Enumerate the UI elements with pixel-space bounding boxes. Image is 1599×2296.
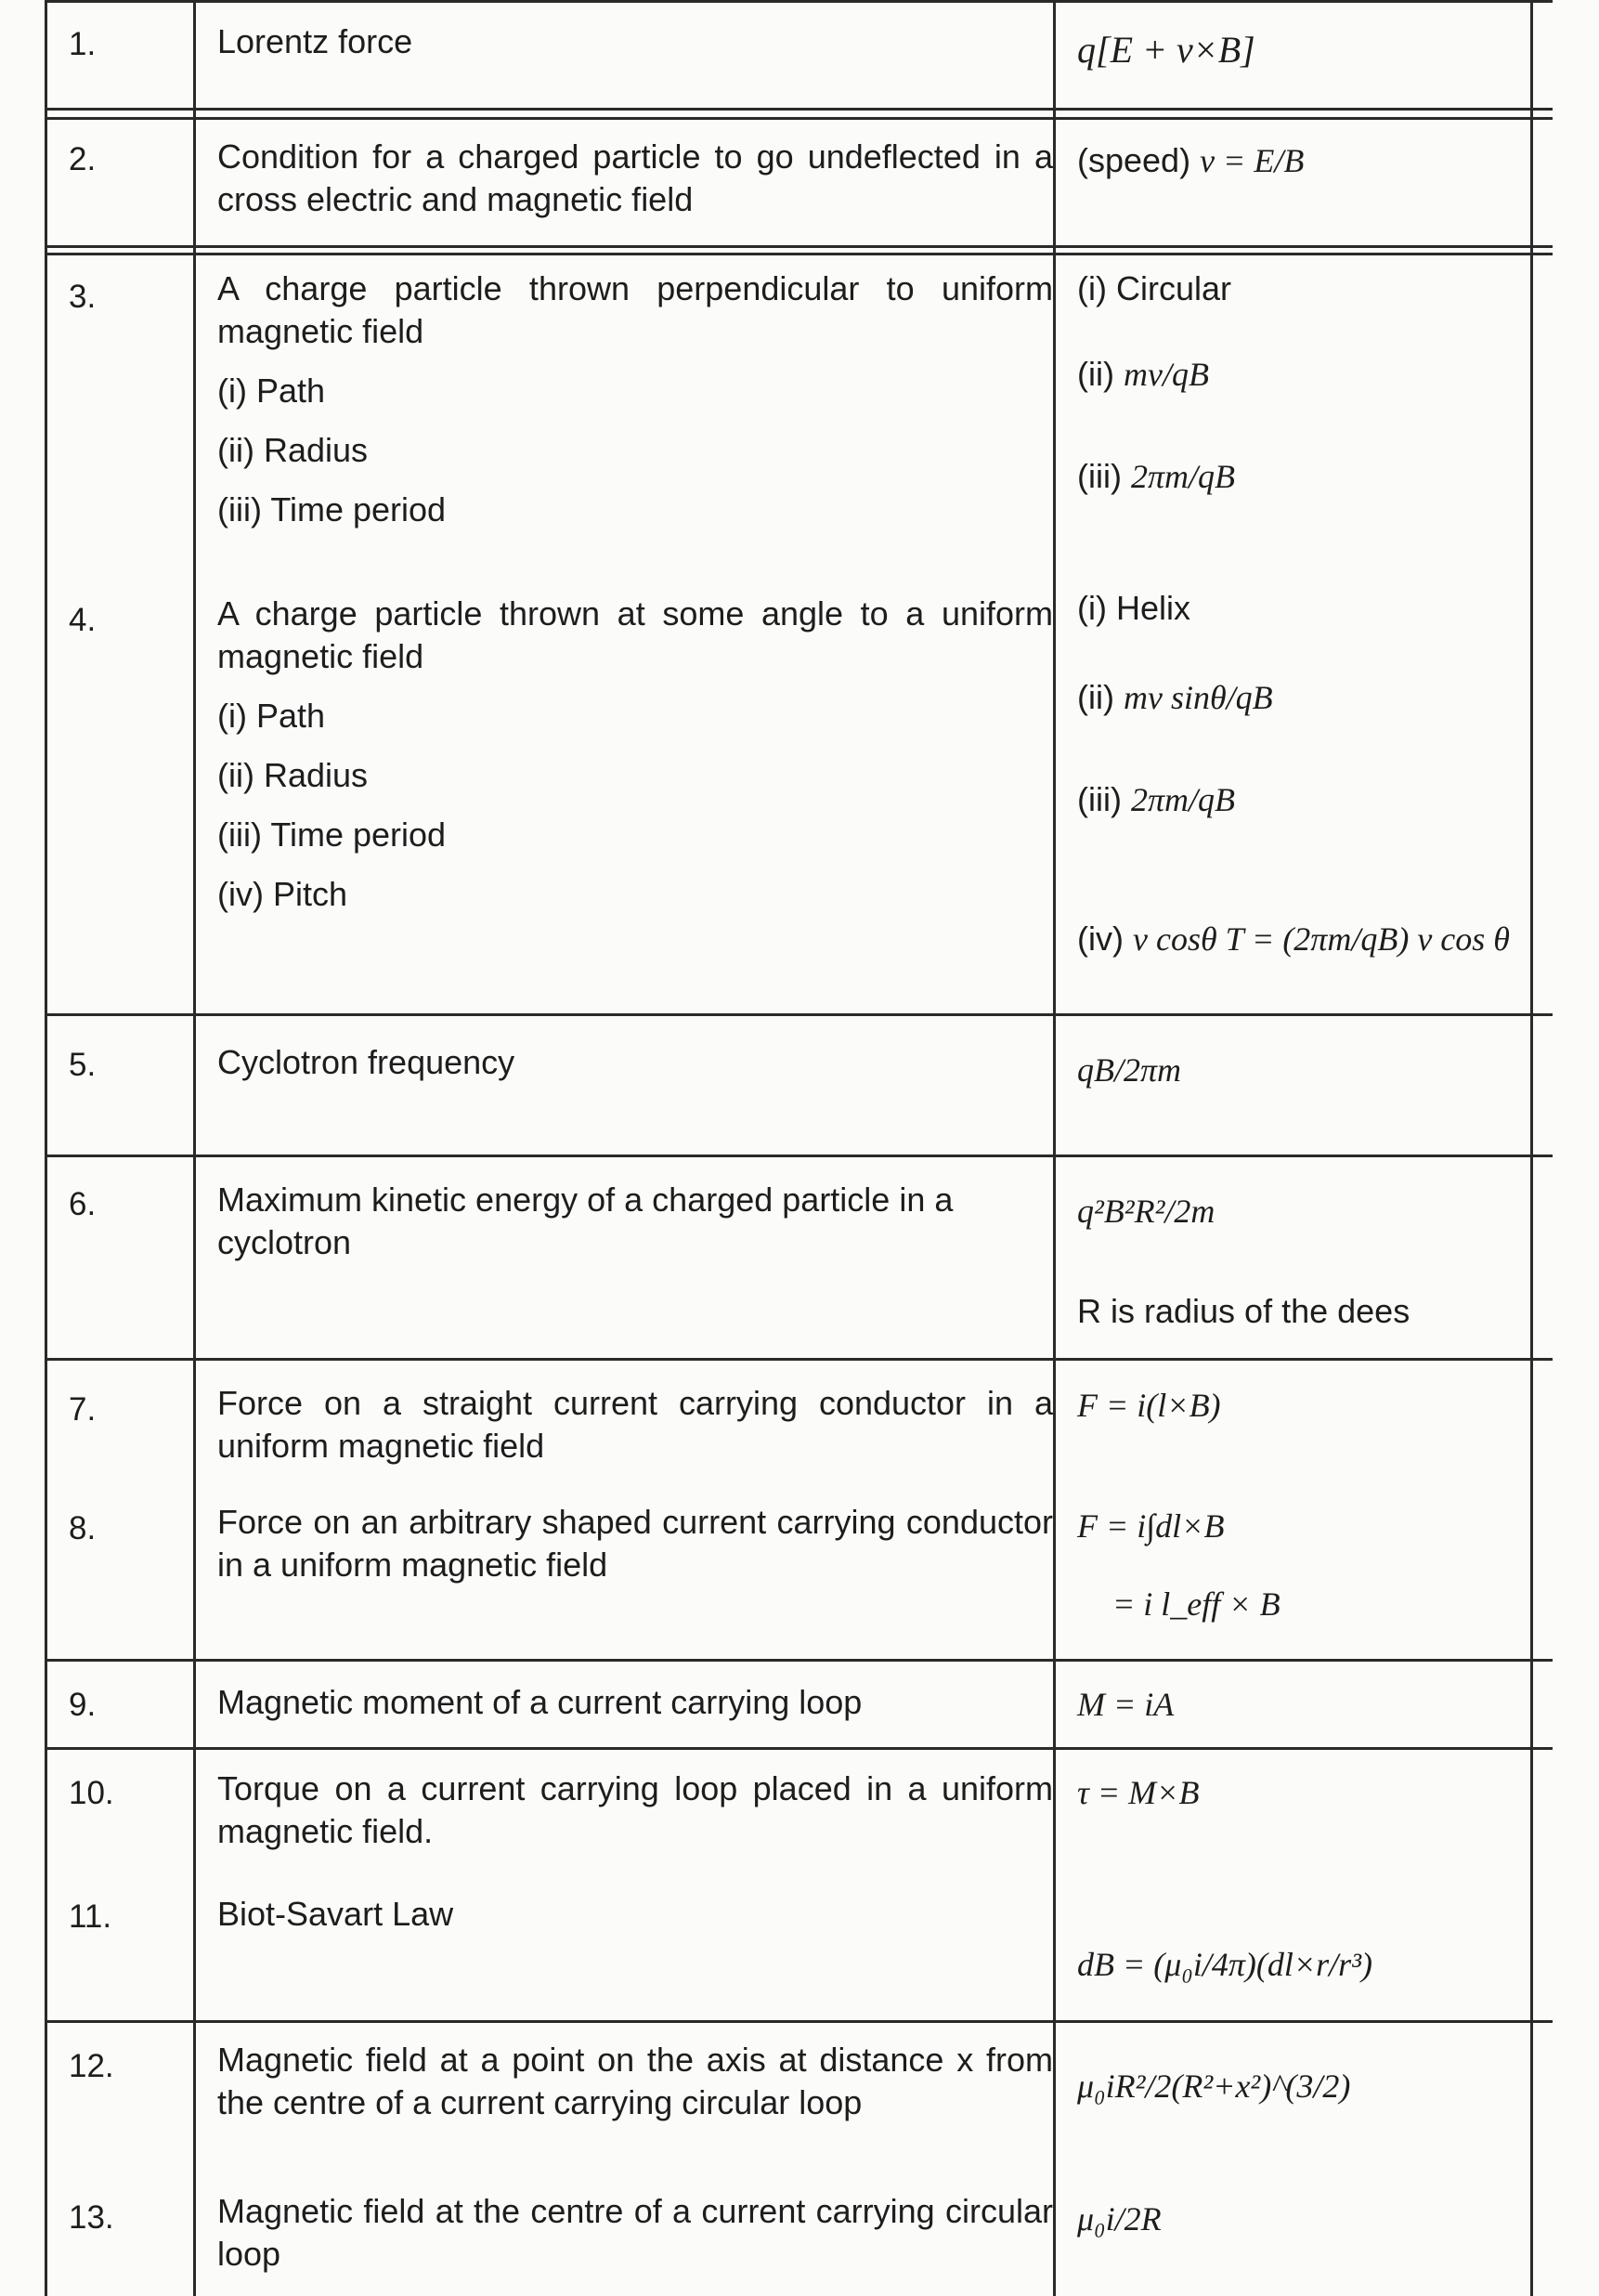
formula-expression: v cosθ T = (2πm/qB) v cos θ [1133, 920, 1510, 958]
row-number: 13. [69, 2199, 114, 2236]
formula: μ₀iR²/2(R²+x²)^(3/2) [1077, 2068, 1351, 2105]
table-rule [45, 1747, 1553, 1750]
table-rule [45, 1013, 1553, 1016]
table-rule [45, 1155, 1553, 1157]
table-rule [45, 1659, 1553, 1662]
answer-label: (iv) [1077, 920, 1124, 958]
formula: F = i∫dl×B [1077, 1507, 1225, 1545]
answer-label: (ii) [1077, 678, 1114, 716]
row-number: 2. [69, 141, 97, 177]
formula-expression: mv/qB [1124, 356, 1209, 393]
row-number: 6. [69, 1186, 97, 1222]
row-number: 3. [69, 279, 97, 315]
answer-item: (i) Helix [1077, 589, 1190, 627]
row-description: A charge particle thrown perpendicular to uniform magnetic field [217, 269, 1053, 350]
table-rule [45, 117, 1553, 120]
row-number: 11. [69, 1898, 112, 1935]
formula: q[E + v×B] [1077, 29, 1255, 71]
answer-item [1077, 678, 1541, 717]
formula-label: (speed) [1077, 141, 1191, 179]
answer-item [1077, 355, 1541, 394]
table-rule [45, 245, 1553, 248]
formula: M = iA [1077, 1686, 1175, 1723]
table-rule [193, 0, 196, 2296]
sub-item: (i) Path [217, 697, 326, 735]
row-description: Force on a straight current carrying conductor in a uniform magnetic field [217, 1384, 1053, 1465]
row-description: Maximum kinetic energy of a charged particle in a cyclotron [217, 1181, 954, 1261]
formula: qB/2πm [1077, 1051, 1182, 1089]
table-rule [45, 108, 1553, 111]
sub-item: (i) Path [217, 372, 326, 410]
formula: μ₀i/2R [1077, 2200, 1162, 2237]
row-description: Lorentz force [217, 22, 413, 60]
table-rule [45, 1358, 1553, 1361]
table-rule [45, 0, 47, 2296]
row-description: Force on an arbitrary shaped current carrying conductor in a uniform magnetic field [217, 1503, 1053, 1584]
answer-item [1077, 457, 1541, 496]
row-description: Condition for a charged particle to go undeflected in a cross electric and magnetic field [217, 137, 1053, 218]
row-description: A charge particle thrown at some angle to a uniform magnetic field [217, 594, 1053, 675]
formula: q²B²R²/2m [1077, 1193, 1216, 1230]
row-number: 5. [69, 1047, 97, 1083]
row-description: Cyclotron frequency [217, 1043, 515, 1081]
table-rule [1053, 0, 1056, 2296]
formula [1077, 141, 1541, 180]
table-rule [45, 2020, 1553, 2023]
row-number: 12. [69, 2048, 114, 2084]
answer-item [1077, 920, 1541, 959]
formula-expression: v = E/B [1200, 142, 1305, 179]
sub-item: (iv) Pitch [217, 875, 348, 913]
row-description: Magnetic field at the centre of a current carrying circular loop [217, 2192, 1053, 2273]
row-number: 9. [69, 1687, 97, 1723]
formula: F = i(l×B) [1077, 1387, 1221, 1424]
row-number: 1. [69, 26, 97, 62]
table-rule [45, 0, 1553, 3]
formula-expression: 2πm/qB [1131, 458, 1236, 495]
row-number: 4. [69, 602, 97, 638]
sub-item: (iii) Time period [217, 490, 447, 528]
answer-label: (iii) [1077, 780, 1122, 818]
row-description: Magnetic field at a point on the axis at distance x from the centre of a current carrying circular loop [217, 2041, 1053, 2121]
formula: dB = (μ₀i/4π)(dl×r/r³) [1077, 1946, 1372, 1983]
row-description: Magnetic moment of a current carrying loop [217, 1683, 863, 1721]
formula-expression: 2πm/qB [1131, 781, 1236, 818]
sub-item: (ii) Radius [217, 756, 369, 794]
row-number: 8. [69, 1510, 97, 1546]
formula-continued: = i l_eff × B [1112, 1585, 1280, 1623]
formula-expression: mv sinθ/qB [1124, 679, 1273, 716]
table-rule [45, 253, 1553, 255]
formula-note: R is radius of the dees [1077, 1292, 1410, 1330]
formula-table [45, 0, 1553, 2296]
row-number: 7. [69, 1391, 97, 1428]
row-number: 10. [69, 1775, 114, 1811]
answer-label: (ii) [1077, 355, 1114, 393]
answer-label: (iii) [1077, 457, 1122, 495]
sub-item: (ii) Radius [217, 431, 369, 469]
row-description: Biot-Savart Law [217, 1895, 454, 1933]
sub-item: (iii) Time period [217, 815, 447, 854]
answer-item [1077, 780, 1541, 819]
formula: τ = M×B [1077, 1774, 1200, 1811]
row-description: Torque on a current carrying loop placed in a uniform magnetic field. [217, 1769, 1053, 1850]
answer-item: (i) Circular [1077, 269, 1231, 307]
